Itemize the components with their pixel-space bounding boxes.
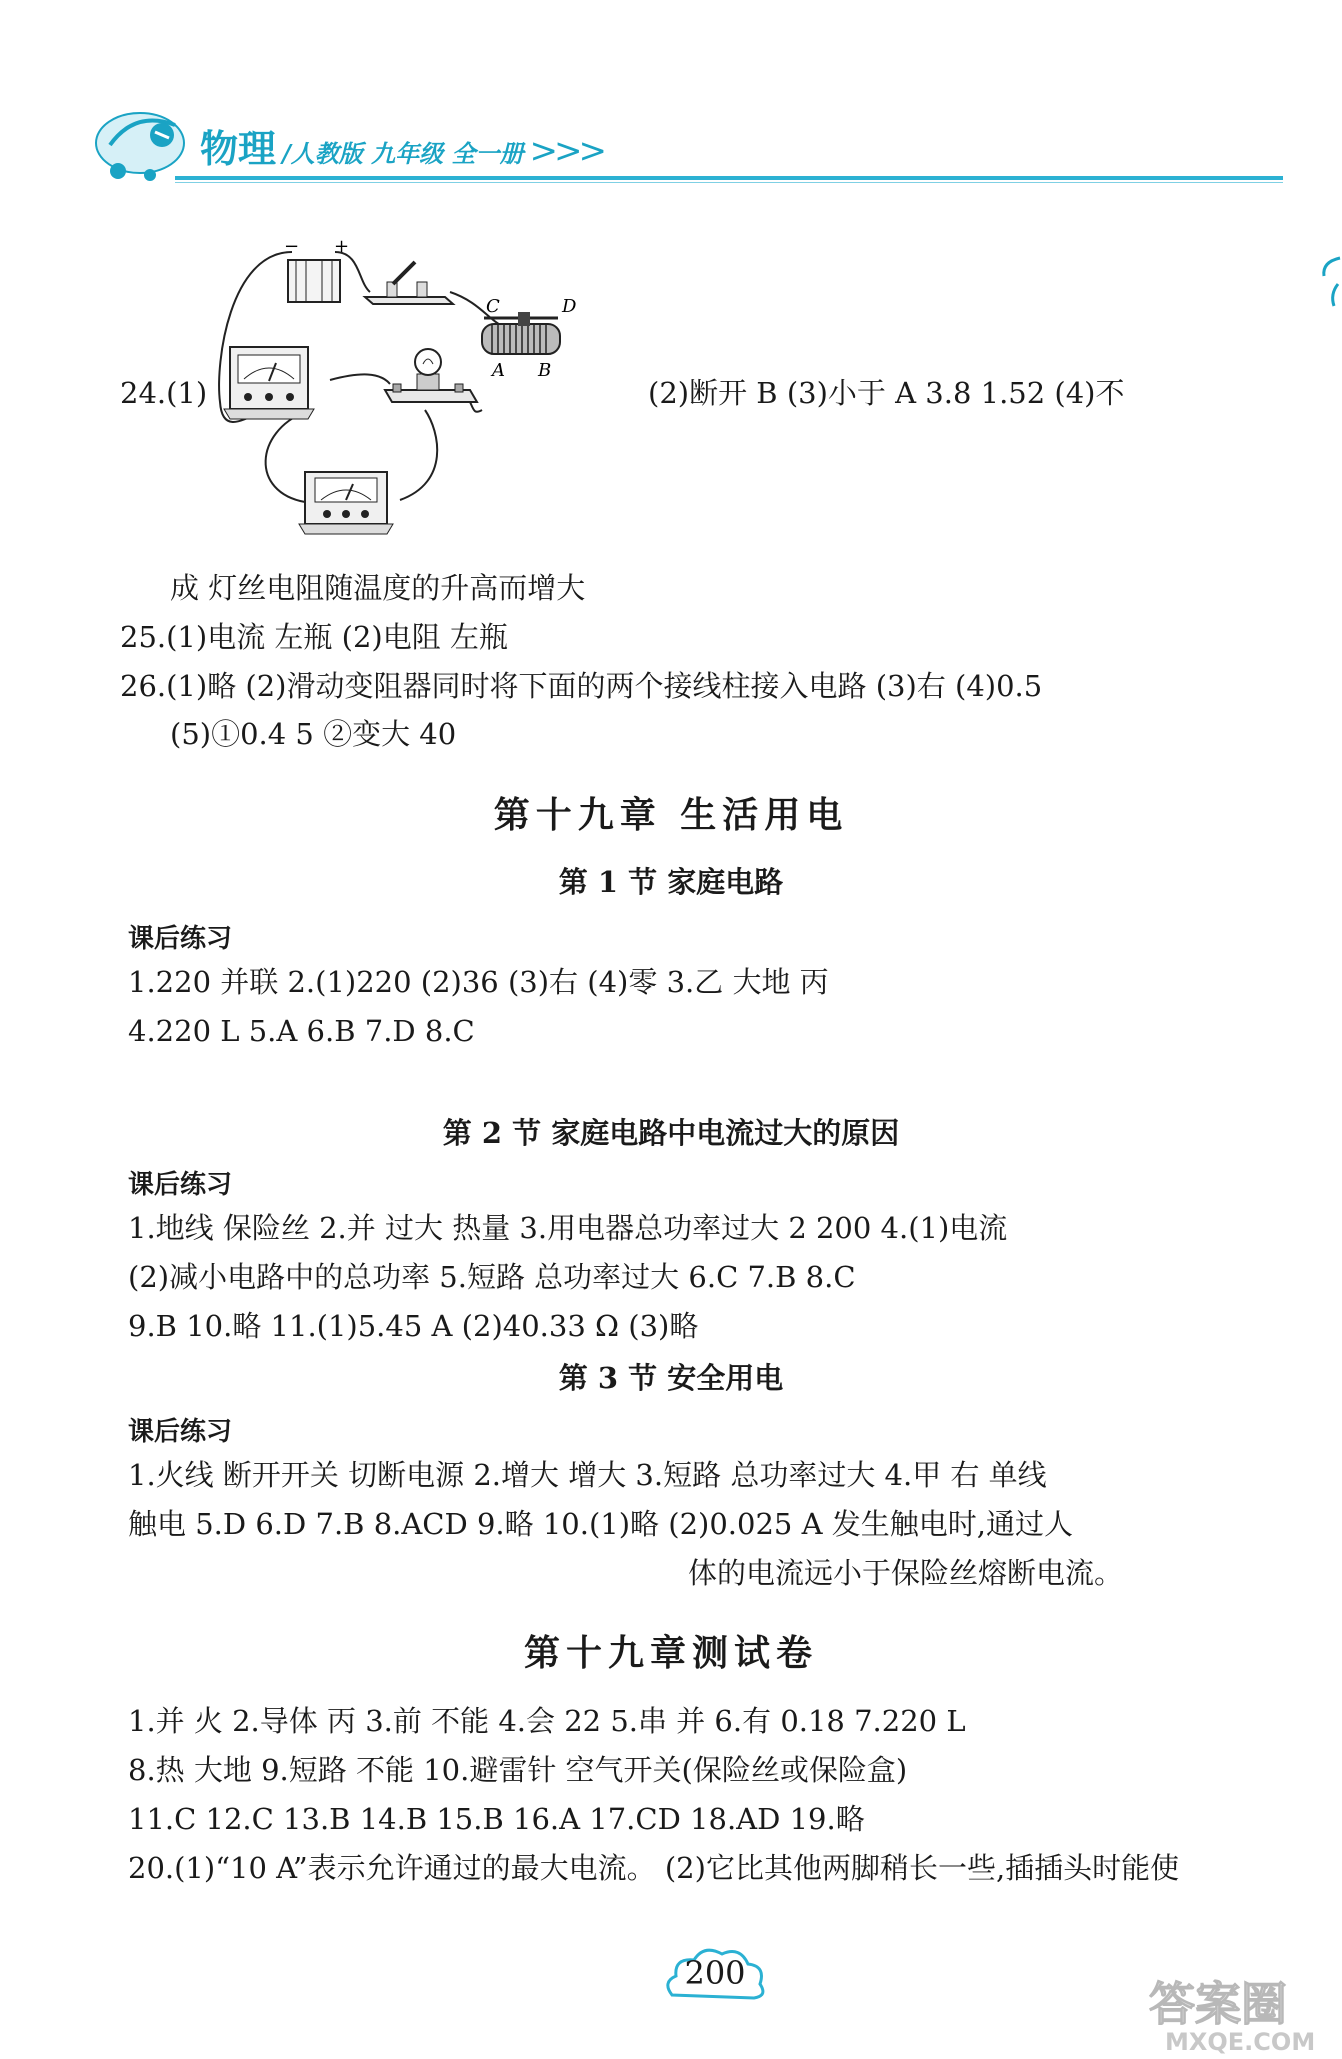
wire-voltmeter-right: [400, 410, 437, 500]
wire-ammeter-lamp: [330, 374, 390, 384]
section-3-exercise-heading: 课后练习: [128, 1417, 233, 1447]
battery: [284, 236, 349, 302]
rheostat-terminal-d: D: [562, 296, 577, 317]
section-2-line-1: 1.地线 保险丝 2.并 过大 热量 3.用电器总功率过大 2 200 4.(1)电流: [128, 1211, 1008, 1245]
q26-line-2: (5)①0.4 5 ②变大 40: [170, 717, 457, 751]
q24-continued: 成 灯丝电阻随温度的升高而增大: [170, 571, 586, 605]
q26-line-1: 26.(1)略 (2)滑动变阻器同时将下面的两个接线柱接入电路 (3)右 (4)0.5: [120, 669, 1043, 703]
watermark: [1145, 1970, 1335, 2055]
test-line-2: 8.热 大地 9.短路 不能 10.避雷针 空气开关(保险丝或保险盒): [128, 1753, 908, 1787]
header-logo-icon: [90, 95, 210, 185]
circuit-diagram: [210, 232, 650, 552]
q24-answers: (2)断开 B (3)小于 A 3.8 1.52 (4)不: [648, 376, 1125, 410]
battery-minus: −: [284, 236, 300, 257]
header-edition: /人教版 九年级 全一册: [282, 139, 524, 168]
watermark-text: 答案圈: [1149, 1977, 1287, 2031]
section-1-line-2: 4.220 L 5.A 6.B 7.D 8.C: [128, 1014, 475, 1048]
rheostat-terminal-c: C: [486, 296, 500, 317]
section-3-title: 第 3 节 安全用电: [558, 1361, 784, 1395]
voltmeter: [299, 472, 393, 534]
header-title: [200, 118, 603, 171]
section-2-line-3: 9.B 10.略 11.(1)5.45 A (2)40.33 Ω (3)略: [128, 1309, 699, 1343]
page-number: [660, 1940, 770, 2010]
switch: [365, 262, 453, 304]
q25-answers: 25.(1)电流 左瓶 (2)电阻 左瓶: [120, 620, 508, 654]
header-chevrons: >>>: [529, 131, 603, 171]
rheostat-terminal-a: A: [492, 360, 505, 381]
section-1-line-1: 1.220 并联 2.(1)220 (2)36 (3)右 (4)零 3.乙 大地 丙: [128, 965, 829, 999]
page-number-text: 200: [684, 1954, 746, 1992]
section-2-title: 第 2 节 家庭电路中电流过大的原因: [442, 1116, 900, 1150]
battery-plus: +: [334, 236, 350, 257]
section-1-exercise-heading: 课后练习: [128, 924, 233, 954]
header-rule-thin: [175, 182, 1283, 183]
section-3-line-3: 体的电流远小于保险丝熔断电流。: [688, 1556, 1124, 1590]
section-3-line-2: 触电 5.D 6.D 7.B 8.ACD 9.略 10.(1)略 (2)0.025 A 发生触电时,通过人: [128, 1507, 1073, 1541]
test-title: 第十九章测试卷: [523, 1632, 818, 1674]
watermark-url: MXQE.COM: [1165, 2028, 1316, 2055]
test-line-4: 20.(1)“10 A”表示允许通过的最大电流。 (2)它比其他两脚稍长一些,插插头时能使: [128, 1851, 1180, 1885]
lamp: [385, 349, 477, 402]
q24-label: 24.(1): [120, 376, 208, 410]
rheostat: [482, 296, 577, 381]
wire-voltmeter-left: [266, 412, 305, 502]
section-3-line-1: 1.火线 断开开关 切断电源 2.增大 增大 3.短路 总功率过大 4.甲 右 单线: [128, 1458, 1047, 1492]
ammeter: [224, 347, 314, 419]
page-edge-mark-icon: [1310, 250, 1342, 310]
test-line-1: 1.并 火 2.导体 丙 3.前 不能 4.会 22 5.串 并 6.有 0.18 7.220 L: [128, 1704, 966, 1738]
section-2-line-2: (2)减小电路中的总功率 5.短路 总功率过大 6.C 7.B 8.C: [128, 1260, 856, 1294]
section-1-title: 第 1 节 家庭电路: [558, 865, 784, 899]
section-2-exercise-heading: 课后练习: [128, 1170, 233, 1200]
test-line-3: 11.C 12.C 13.B 14.B 15.B 16.A 17.CD 18.AD 19.略: [128, 1802, 865, 1836]
header-rule: [175, 176, 1283, 180]
rheostat-terminal-b: B: [538, 360, 552, 381]
chapter-title: 第十九章 生活用电: [493, 794, 849, 836]
header-subject: 物理: [200, 126, 277, 171]
